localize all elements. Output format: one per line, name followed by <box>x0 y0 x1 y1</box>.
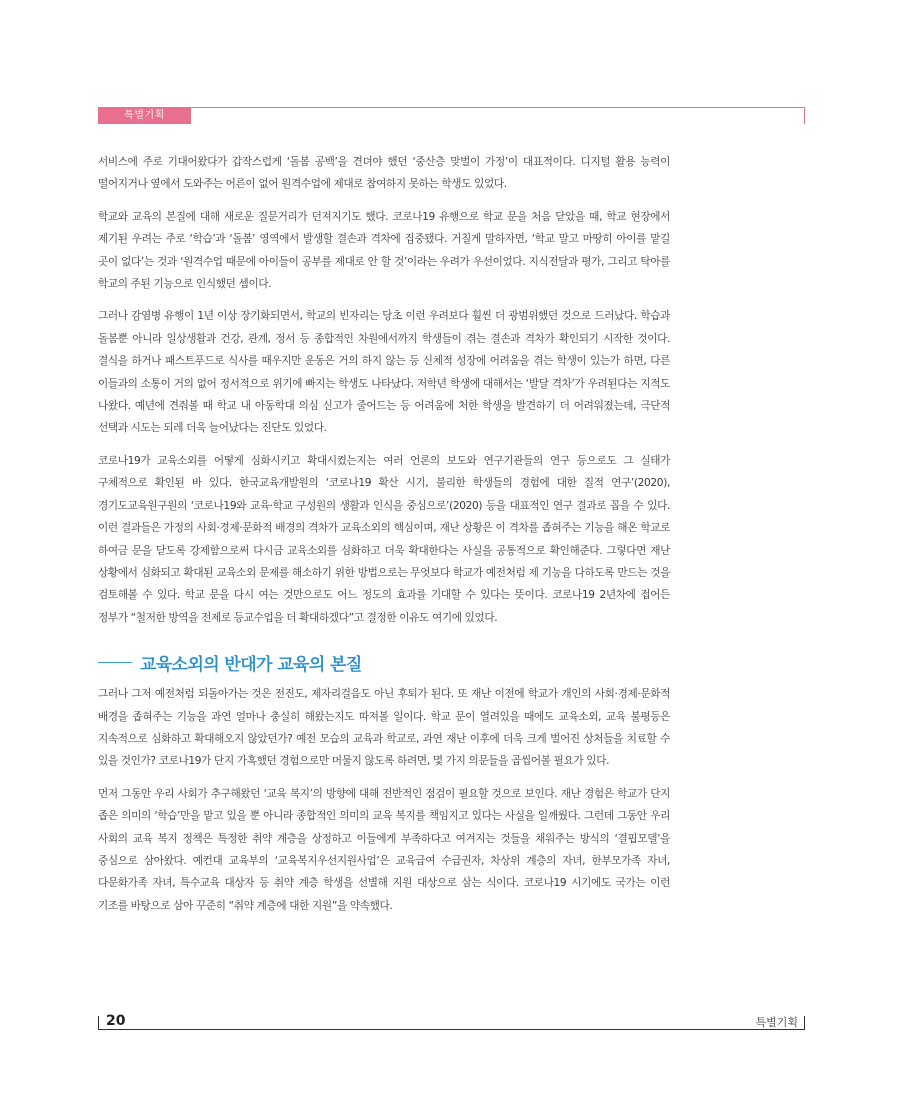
page-number: 20 <box>106 1013 126 1029</box>
paragraph: 그러나 그저 예전처럼 되돌아가는 것은 전진도, 제자리걸음도 아닌 후퇴가 된다. 또 재난 이전에 학교가 개인의 사회·경제·문화적 배경을 좁혀주는 기능을 과연 얼마나 충실히 해왔는지도 따져볼 일이다. 학교 문이 열려있을 때에도 교육소외, 교육 불평등은 지속적으로 심화하고 확대해오지 않았던가? 예전 모습의 교육과 학교로, 과연 재난 이후에 더욱 크게 벌어진 상처들을 치료할 수 있을 것인가? 코로나19가 단지 가혹했던 경험으로만 머물지 않도록 하려면, 몇 가지 의문들을 곱씹어볼 필요가 있다. <box>98 688 670 768</box>
footer-section-label: 특별기획 <box>755 1016 798 1029</box>
article-body <box>98 151 670 927</box>
paragraph: 학교와 교육의 본질에 대해 새로운 질문거리가 던져지기도 했다. 코로나19 유행으로 학교 문을 처음 닫았을 때, 학교 현장에서 제기된 우려는 주로 ‘학습’과 ‘돌봄’ 영역에서 발생할 결손과 격차에 집중됐다. 거칠게 말하자면, ‘학교 말고 마땅히 아이를 맡길 곳이 없다’는 것과 ‘원격수업 때문에 아이들이 공부를 제대로 안 할 것’이라는 우려가 우선이었다. 지식전달과 평가, 그리고 탁아를 학교의 주된 기능으로 인식했던 셈이다. <box>98 210 670 291</box>
section-title: 교육소외의 반대가 교육의 본질 <box>140 654 362 675</box>
paragraph: 코로나19가 교육소외를 어떻게 심화시키고 확대시켰는지는 여러 언론의 보도와 연구기관들의 연구 등으로도 그 실태가 구체적으로 확인된 바 있다. 한국교육개발원의 ‘코로나19 확산 시기, 불리한 학생들의 경험에 대한 질적 연구’(2020), 경기도교육원구원의 ‘코로나19와 교육·학교 구성원의 생활과 인식을 중심으로’(2020) 등을 대표적인 연구 결과로 꼽을 수 있다. 이런 결과들은 가정의 사회·경제·문화적 배경의 격차가 교육소외의 핵심이며, 재난 상황은 이 격차를 좁혀주는 기능을 해온 학교로 하여금 문을 닫도록 강제함으로써 다시금 교육소외를 심화하고 더욱 확대한다는 사실을 공통적으로 확인해준다. 그렇다면 재난 상황에서 심화되고 확대된 교육소외 문제를 해소하기 위한 방법으로는 무엇보다 학교가 예전처럼 제 기능을 다하도록 만드는 것을 검토해볼 수 있다. 학교 문을 다시 여는 것만으로도 어느 정도의 효과를 기대할 수 있다는 뜻이다. 코로나19 2년차에 접어든 정부가 “철저한 방역을 전제로 등교수업을 더 확대하겠다”고 결정한 이유도 여기에 있었다. <box>98 454 670 624</box>
header-right-tick <box>804 107 805 124</box>
heading-rule <box>98 662 132 663</box>
paragraph: 서비스에 주로 기대어왔다가 갑작스럽게 ‘돌봄 공백’을 견뎌야 했던 ‘중산층 맞벌이 가정’이 대표적이다. 디지털 활용 능력이 떨어지거나 옆에서 도와주는 어른이 없어 원격수업에 제대로 참여하지 못하는 학생도 있었다. <box>98 156 670 191</box>
footer-left-tick <box>98 1016 99 1030</box>
section-tab: 특별기획 <box>98 107 191 124</box>
paragraph: 먼저 그동안 우리 사회가 추구해왔던 ‘교육 복지’의 방향에 대해 전반적인 점검이 필요할 것으로 보인다. 재난 경험은 학교가 단지 좁은 의미의 ‘학습’만을 맡고 있을 뿐 아니라 종합적인 의미의 교육 복지를 책임지고 있다는 사실을 일깨웠다. 그런데 그동안 우리 사회의 교육 복지 정책은 특정한 취약 계층을 상정하고 이들에게 부족하다고 여겨지는 것들을 채워주는 방식의 ‘결핍모델’을 중심으로 삼아왔다. 예컨대 교육부의 ‘교육복지우선지원사업’은 교육급여 수급권자, 차상위 계층의 자녀, 한부모가족 자녀, 다문화가족 자녀, 특수교육 대상자 등 취약 계층 학생을 선별해 지원 대상으로 삼는 식이다. 코로나19 시기에도 국가는 이런 기조를 바탕으로 삼아 꾸준히 “취약 계층에 대한 지원”을 약속했다. <box>98 787 670 912</box>
footer-rule <box>98 1029 804 1030</box>
footer-right-tick <box>804 1016 805 1030</box>
header-rule <box>98 107 804 108</box>
paragraph: 그러나 감염병 유행이 1년 이상 장기화되면서, 학교의 빈자리는 당초 이런 우려보다 훨씬 더 광범위했던 것으로 드러났다. 학습과 돌봄뿐 아니라 일상생활과 건강, 관계, 정서 등 종합적인 차원에서까지 학생들이 겪는 결손과 격차가 확인되기 시작한 것이다. 결식을 하거나 패스트푸드로 식사를 때우지만 운동은 거의 하지 않는 등 신체적 성장에 어려움을 겪는 학생이 있는가 하면, 다른 이들과의 소통이 거의 없어 정서적으로 위기에 빠지는 학생도 나타났다. 저학년 학생에 대해서는 ‘발달 격차’가 우려된다는 지적도 나왔다. 예년에 견줘볼 때 학교 내 아동학대 의심 신고가 줄어드는 등 어려움에 처한 학생을 발견하기 더 어려워졌는데, 극단적 선택과 시도는 되레 더욱 늘어났다는 진단도 있었다. <box>98 310 670 435</box>
section-heading <box>98 649 670 675</box>
